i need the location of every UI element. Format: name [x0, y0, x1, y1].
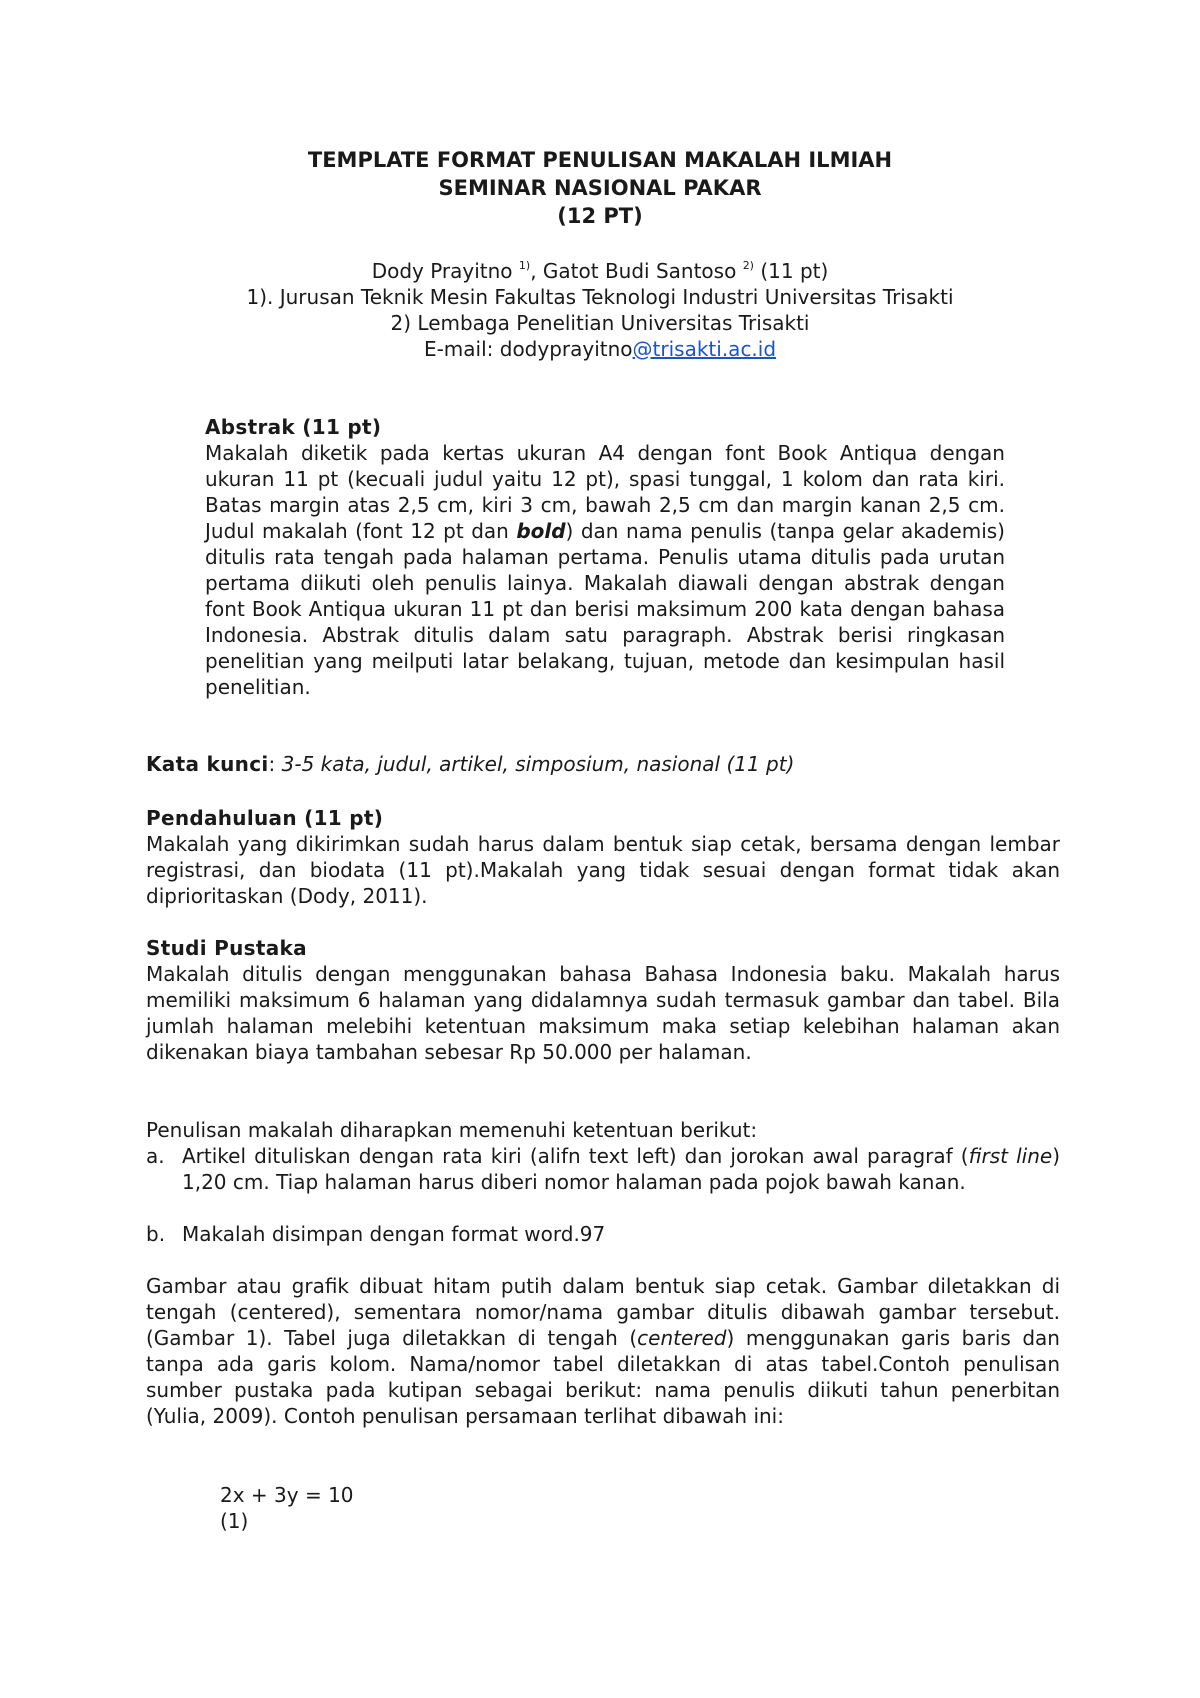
list-item-a-text	[182, 1143, 1060, 1195]
list-item-a-italic: first line	[968, 1144, 1053, 1168]
author-1-mark: 1)	[518, 259, 531, 272]
email-line	[0, 336, 1200, 362]
abstract-body	[205, 440, 1005, 700]
equation-number: (1)	[220, 1509, 249, 1533]
list-item-a-marker: a.	[146, 1144, 165, 1168]
literature-body: Makalah ditulis dengan menggunakan bahasa Bahasa Indonesia baku. Makalah harus memiliki maksimum 6 halaman yang didalamnya sudah termasuk gambar dan tabel. Bila jumlah halaman melebihi ketentuan maksimum maka setiap kelebihan halaman akan dikenakan biaya tambahan sebesar Rp 50.000 per halaman.	[146, 962, 1060, 1064]
affiliation-2: 2) Lembaga Penelitian Universitas Trisakti	[390, 311, 810, 335]
abstract-heading: Abstrak (11 pt)	[205, 415, 382, 439]
list-intro: Penulisan makalah diharapkan memenuhi ketentuan berikut:	[146, 1118, 758, 1142]
author-2: Gatot Budi Santoso	[542, 259, 743, 283]
email-link[interactable]: @trisakti.ac.id	[632, 337, 777, 361]
author-separator: ,	[530, 259, 543, 283]
abstract-text-1: Makalah diketik pada kertas ukuran A4 dengan font Book Antiqua dengan ukuran 11 pt (kecuali judul yaitu 12 pt), spasi tunggal, 1 kolom dan rata kiri. Batas margin atas 2,5 cm, kiri 3 cm, bawah 2,5 cm dan margin kanan 2,5 cm. Judul makalah (font 12 pt dan	[205, 441, 1005, 543]
title-line-3: (12 PT)	[557, 204, 643, 228]
author-size-note: (11 pt)	[753, 259, 829, 283]
author-1: Dody Prayitno	[371, 259, 519, 283]
affiliation-1: 1). Jurusan Teknik Mesin Fakultas Teknologi Industri Universitas Trisakti	[246, 285, 954, 309]
figure-text-2: ) menggunakan garis baris dan tanpa ada garis kolom. Nama/nomor tabel diletakkan di atas tabel.Contoh penulisan sumber pustaka pada kutipan sebagai berikut: nama penulis diikuti tahun penerbitan (Yulia, 2009). Contoh penulisan persamaan terlihat dibawah ini:	[146, 1326, 1060, 1428]
keywords-value: 3-5 kata, judul, artikel, simposium, nasional (11 pt)	[281, 752, 795, 776]
figure-text-1: Gambar atau grafik dibuat hitam putih dalam bentuk siap cetak. Gambar diletakkan di tengah (centered), sementara nomor/nama gambar ditulis dibawah gambar tersebut. (Gambar 1). Tabel juga diletakkan di tengah (	[146, 1274, 1060, 1350]
keywords-label: Kata kunci	[146, 752, 269, 776]
list-item-a-text-2: ) 1,20 cm. Tiap halaman harus diberi nomor halaman pada pojok bawah kanan.	[182, 1144, 1060, 1194]
figure-paragraph	[146, 1273, 1060, 1429]
literature-heading: Studi Pustaka	[146, 936, 307, 960]
title-line-2: SEMINAR NASIONAL PAKAR	[438, 176, 762, 200]
title-line-1: TEMPLATE FORMAT PENULISAN MAKALAH ILMIAH	[307, 148, 893, 172]
email-prefix: E-mail: dodyprayitno	[423, 337, 633, 361]
keywords-line	[146, 751, 1060, 777]
abstract-bold-word: bold	[516, 519, 566, 543]
figure-italic: centered	[637, 1326, 727, 1350]
list-item-b-marker: b.	[146, 1222, 166, 1246]
author-line	[0, 258, 1200, 284]
intro-body: Makalah yang dikirimkan sudah harus dalam bentuk siap cetak, bersama dengan lembar registrasi, dan biodata (11 pt).Makalah yang tidak sesuai dengan format tidak akan diprioritaskan (Dody, 2011).	[146, 832, 1060, 908]
equation: 2x + 3y = 10	[220, 1483, 354, 1507]
abstract-text-2: ) dan nama penulis (tanpa gelar akademis) ditulis rata tengah pada halaman pertama. Penulis utama ditulis pada urutan pertama diikuti oleh penulis lainya. Makalah diawali dengan abstrak dengan font Book Antiqua ukuran 11 pt dan berisi maksimum 200 kata dengan bahasa Indonesia. Abstrak ditulis dalam satu paragraph. Abstrak berisi ringkasan penelitian yang meilputi latar belakang, tujuan, metode dan kesimpulan hasil penelitian.	[205, 519, 1005, 699]
intro-heading: Pendahuluan (11 pt)	[146, 806, 384, 830]
list-item-a	[146, 1143, 1060, 1195]
keywords-colon: :	[268, 752, 282, 776]
list-item-b-text: Makalah disimpan dengan format word.97	[182, 1222, 606, 1246]
author-2-mark: 2)	[742, 259, 754, 272]
list-item-a-text-1: Artikel dituliskan dengan rata kiri (alifn text left) dan jorokan awal paragraf (	[182, 1144, 969, 1168]
list-item-b	[146, 1221, 1060, 1247]
